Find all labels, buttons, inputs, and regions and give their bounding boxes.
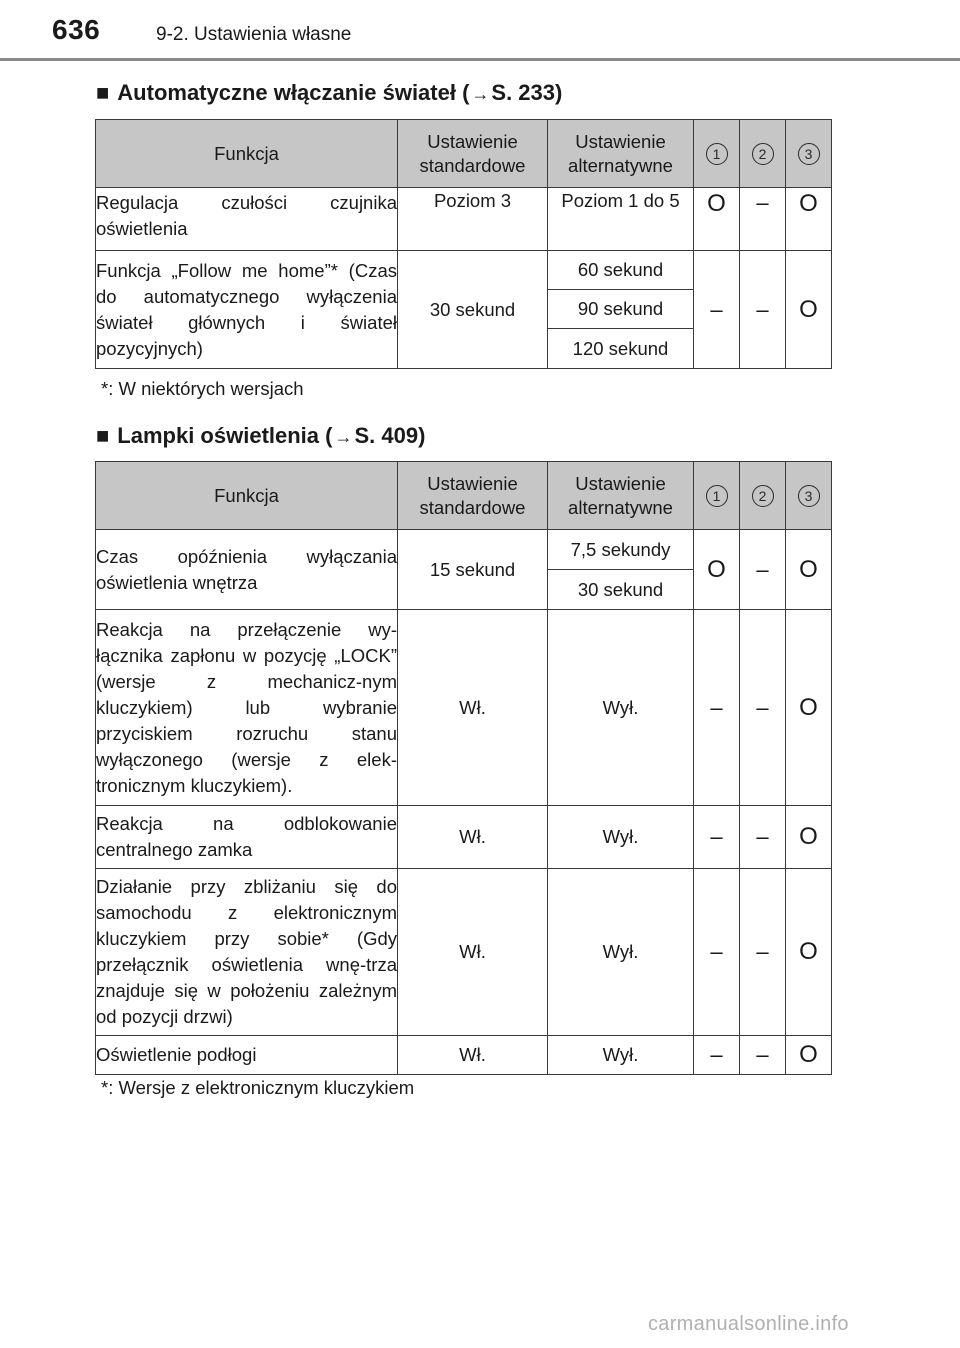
mark-cell-1: –	[694, 869, 740, 1036]
table-row	[96, 1036, 832, 1075]
column-header-3	[786, 120, 832, 188]
section-title: Lampki oświetlenia (	[117, 423, 333, 448]
column-header-1	[694, 120, 740, 188]
mark-cell-3: O	[786, 610, 832, 806]
watermark: carmanualsonline.info	[648, 1313, 849, 1335]
default-value-cell: 30 sekund	[398, 251, 548, 369]
column-header-1	[694, 462, 740, 530]
default-value-cell: Wł.	[398, 806, 548, 869]
mark-cell-3: O	[786, 806, 832, 869]
function-cell: Reakcja na przełączenie wy-łącznika zapłonu w pozycję „LOCK” (wersje z mechanicz-nym kluczykiem) lub wybranie przyciskiem rozruchu stanu wyłączonego (wersje z elek-tronicznym kluczykiem).	[96, 610, 398, 806]
circled-3-icon: 3	[798, 143, 820, 165]
alternative-value-cell: 120 sekund	[548, 329, 694, 369]
function-cell: Reakcja na odblokowanie centralnego zamka	[96, 806, 398, 869]
table-row	[96, 610, 832, 806]
page-reference-link[interactable]: S. 409)	[354, 423, 426, 448]
page-header	[0, 0, 960, 60]
circled-1-icon: 1	[706, 485, 728, 507]
mark-cell-3: O	[786, 869, 832, 1036]
circled-3-icon: 3	[798, 485, 820, 507]
alternative-value-cell: 90 sekund	[548, 290, 694, 329]
section-marker: ■	[96, 423, 110, 448]
circled-2-icon: 2	[752, 143, 774, 165]
column-header-function: Funkcja	[96, 462, 398, 530]
mark-cell-1: –	[694, 251, 740, 369]
mark-cell-1: O	[694, 188, 740, 251]
function-cell: Regulacja czułości czujnika oświetlenia	[96, 188, 398, 251]
alternative-value-cell: 60 sekund	[548, 251, 694, 290]
arrow-icon: →	[471, 84, 490, 104]
alternative-value-cell: 30 sekund	[548, 570, 694, 610]
table-row	[96, 806, 832, 869]
page-number: 636	[52, 14, 101, 45]
mark-cell-1: –	[694, 610, 740, 806]
function-cell: Działanie przy zbliżaniu się do samochodu z elektronicznym kluczykiem przy sobie* (Gdy przełącznik oświetlenia wnę-trza znajduje się w położeniu zależnym od pozycji drzwi)	[96, 869, 398, 1036]
header-rule	[0, 58, 960, 61]
column-header-function: Funkcja	[96, 120, 398, 188]
function-cell: Czas opóźnienia wyłączania oświetlenia wnętrza	[96, 530, 398, 610]
table-row	[96, 869, 832, 1036]
mark-cell-2: –	[740, 806, 786, 869]
circled-1-icon: 1	[706, 143, 728, 165]
column-header-3	[786, 462, 832, 530]
arrow-icon: →	[334, 427, 353, 447]
section-heading-auto-lights	[96, 80, 562, 106]
circled-2-icon: 2	[752, 485, 774, 507]
table-row	[96, 530, 832, 570]
default-value-cell: Wł.	[398, 869, 548, 1036]
table-header-row	[96, 462, 832, 530]
mark-cell-3: O	[786, 530, 832, 610]
mark-cell-1: –	[694, 1036, 740, 1075]
default-value-cell: Wł.	[398, 1036, 548, 1075]
mark-cell-1: –	[694, 806, 740, 869]
page-reference-link[interactable]: S. 233)	[491, 80, 563, 105]
mark-cell-1: O	[694, 530, 740, 610]
column-header-alternative: Ustawienie alternatywne	[548, 462, 694, 530]
alternative-value-cell: 7,5 sekundy	[548, 530, 694, 570]
footnote: *: W niektórych wersjach	[101, 378, 304, 399]
alternative-value-cell: Wył.	[548, 1036, 694, 1075]
settings-table-auto-lights	[95, 119, 832, 369]
section-title: Automatyczne włączanie świateł (	[117, 80, 470, 105]
column-header-default: Ustawienie standardowe	[398, 462, 548, 530]
section-marker: ■	[96, 80, 110, 105]
column-header-2	[740, 462, 786, 530]
column-header-alternative: Ustawienie alternatywne	[548, 120, 694, 188]
footnote: *: Wersje z elektronicznym kluczykiem	[101, 1077, 415, 1098]
mark-cell-2: –	[740, 188, 786, 251]
function-cell: Funkcja „Follow me home”* (Czas do automatycznego wyłączenia świateł głównych i świateł pozycyjnych)	[96, 251, 398, 369]
table-row	[96, 188, 832, 251]
column-header-2	[740, 120, 786, 188]
mark-cell-3: O	[786, 188, 832, 251]
alternative-value-cell: Wył.	[548, 869, 694, 1036]
chapter-title: 9-2. Ustawienia własne	[156, 24, 352, 45]
mark-cell-2: –	[740, 1036, 786, 1075]
table-header-row	[96, 120, 832, 188]
settings-table-interior-lights	[95, 461, 832, 1075]
default-value-cell: 15 sekund	[398, 530, 548, 610]
default-value-cell: Poziom 3	[398, 188, 548, 251]
alternative-value-cell: Wył.	[548, 806, 694, 869]
mark-cell-2: –	[740, 869, 786, 1036]
function-cell: Oświetlenie podłogi	[96, 1036, 398, 1075]
mark-cell-3: O	[786, 251, 832, 369]
section-heading-interior-lights	[96, 423, 425, 449]
mark-cell-2: –	[740, 530, 786, 610]
mark-cell-2: –	[740, 251, 786, 369]
column-header-default: Ustawienie standardowe	[398, 120, 548, 188]
alternative-value-cell: Poziom 1 do 5	[548, 188, 694, 251]
mark-cell-3: O	[786, 1036, 832, 1075]
mark-cell-2: –	[740, 610, 786, 806]
default-value-cell: Wł.	[398, 610, 548, 806]
table-row	[96, 251, 832, 290]
alternative-value-cell: Wył.	[548, 610, 694, 806]
